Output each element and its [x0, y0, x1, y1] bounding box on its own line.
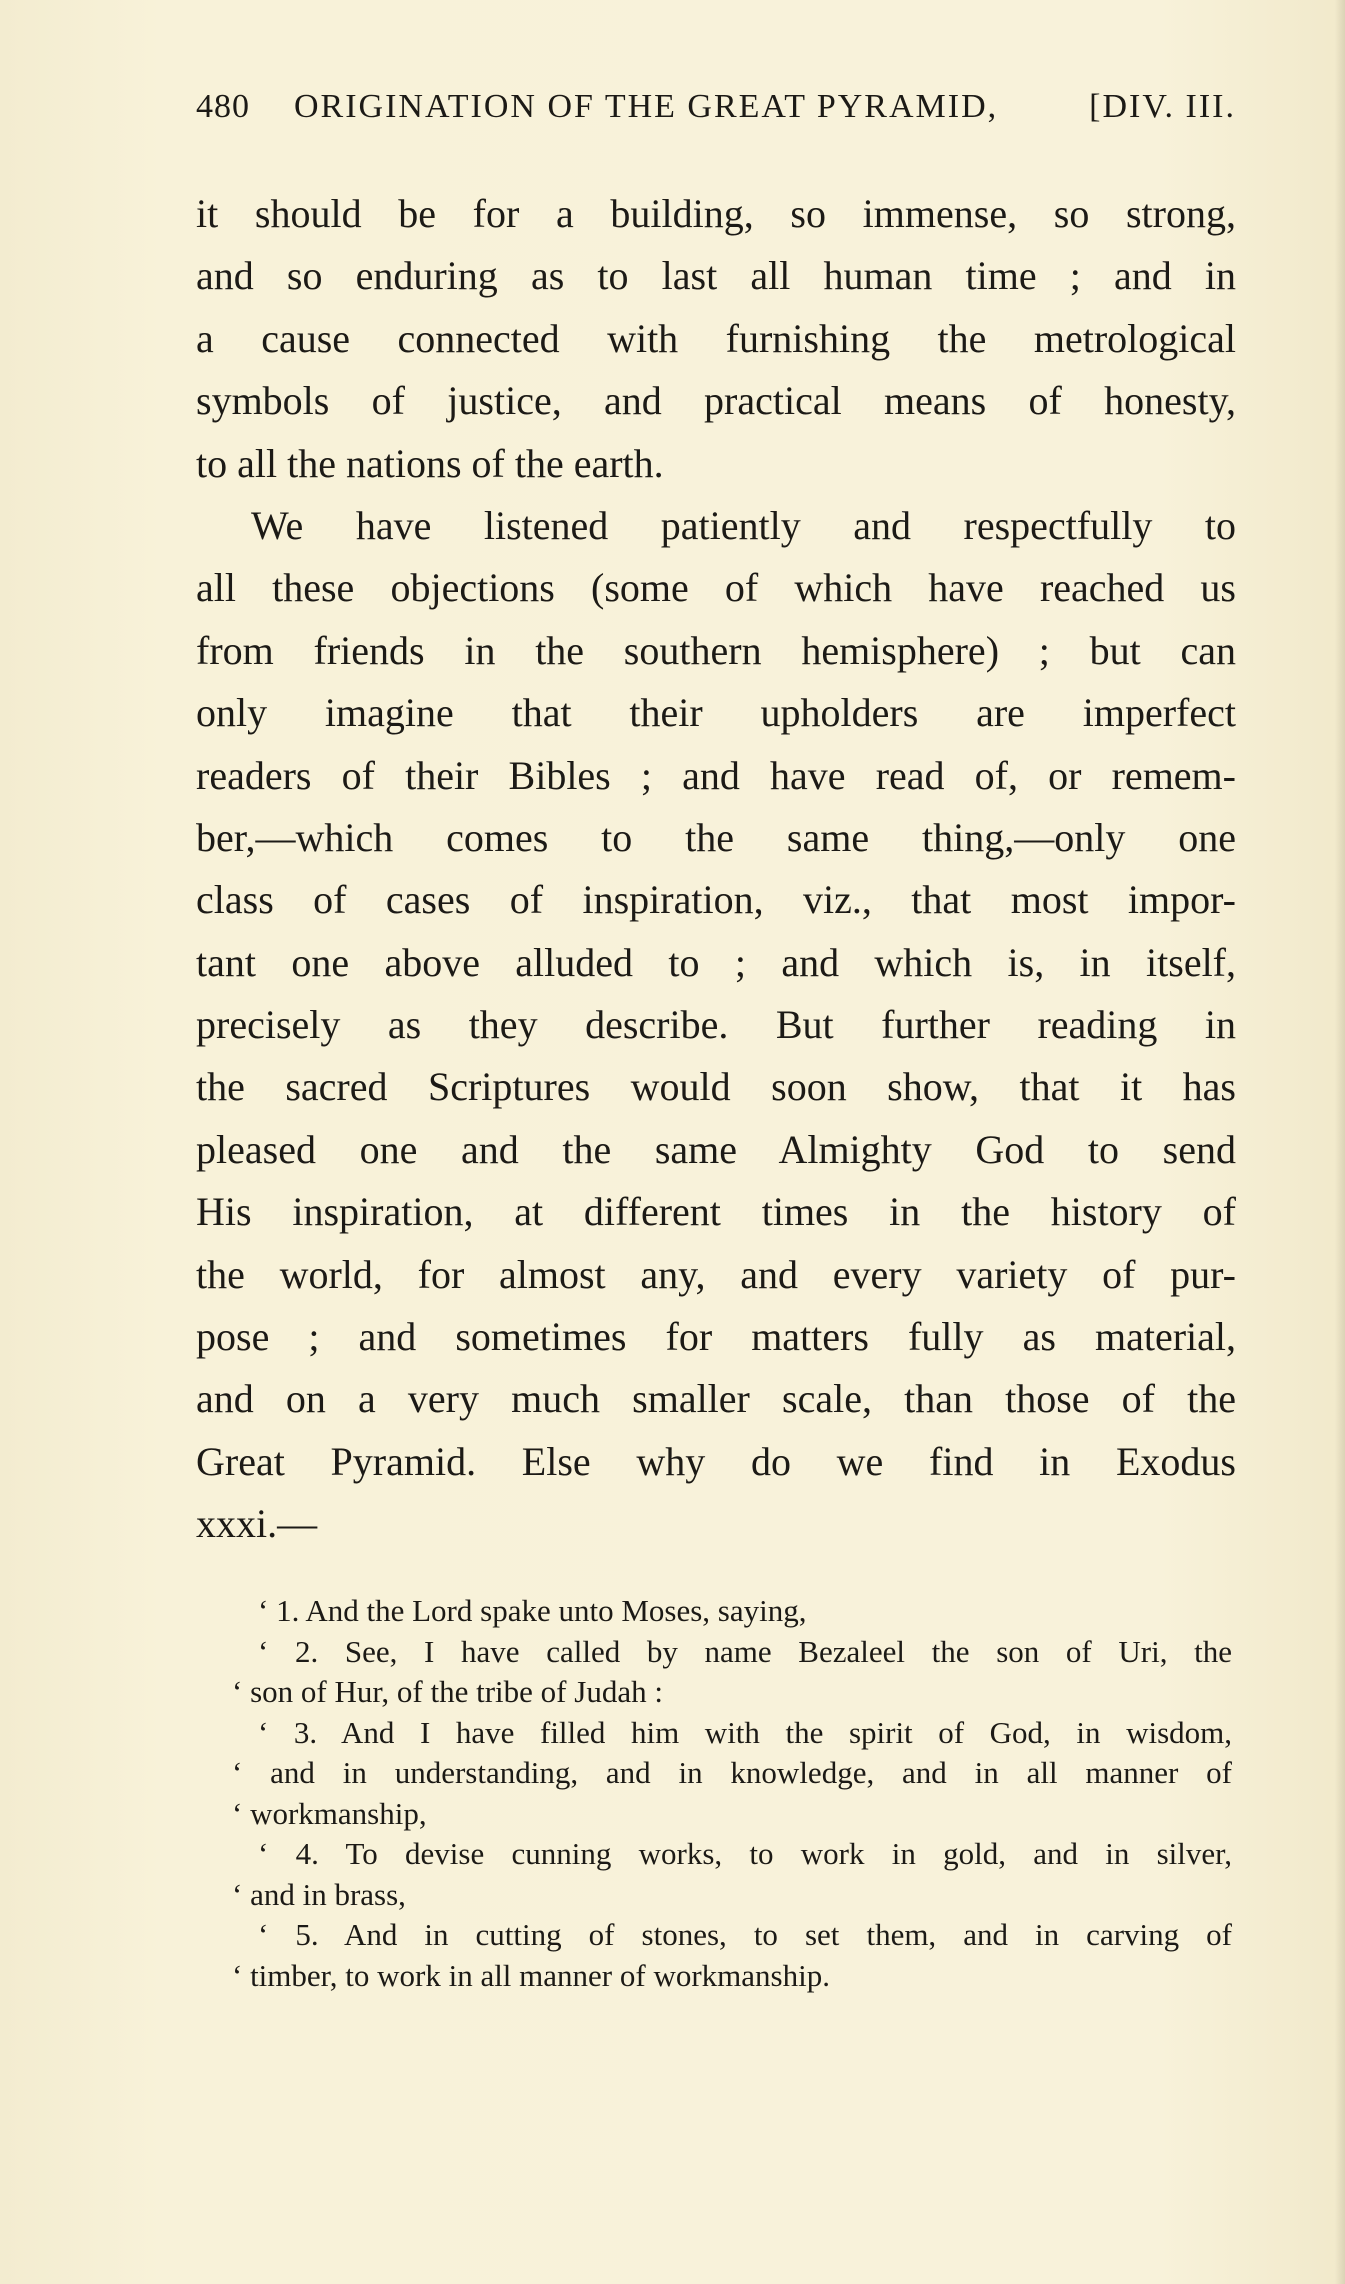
body-line: ber,—which comes to the same thing,—only one — [196, 814, 1236, 860]
body-line: His inspiration, at different times in the history of — [196, 1189, 1236, 1235]
running-division: [DIV. III. — [1089, 88, 1236, 125]
quote-line: ‘ 5. And in cutting of stones, to set them, and in carving of — [258, 1917, 1232, 1952]
body-text — [196, 183, 1236, 1556]
body-line: pleased one and the same Almighty God to send — [196, 1126, 1236, 1172]
body-line: Great Pyramid. Else why do we find in Exodus — [196, 1438, 1236, 1484]
body-line: to all the nations of the earth. — [196, 440, 664, 486]
page-edge-shadow — [1335, 0, 1345, 2284]
body-line: readers of their Bibles ; and have read of, or remem- — [196, 752, 1236, 798]
scripture-quotation — [232, 1591, 1232, 1996]
quote-line: ‘ 4. To devise cunning works, to work in gold, and in silver, — [258, 1836, 1232, 1871]
quote-line: ‘ 3. And I have filled him with the spirit of God, in wisdom, — [258, 1714, 1232, 1750]
quote-line: ‘ 2. See, I have called by name Bezaleel the son of Uri, the — [258, 1633, 1232, 1669]
body-line: xxxi.— — [196, 1501, 318, 1547]
body-line: all these objections (some of which have reached us — [196, 565, 1236, 611]
body-line: We have listened patiently and respectfully to — [251, 502, 1236, 548]
running-title: ORIGINATION OF THE GREAT PYRAMID, — [294, 88, 999, 125]
body-line: pose ; and sometimes for matters fully as material, — [196, 1314, 1236, 1360]
body-line: only imagine that their upholders are imperfect — [196, 690, 1236, 736]
body-line: class of cases of inspiration, viz., that most impor- — [196, 877, 1236, 923]
quote-line: ‘ and in brass, — [232, 1876, 406, 1912]
quote-line: ‘ timber, to work in all manner of workmanship. — [232, 1957, 830, 1993]
quote-line: ‘ son of Hur, of the tribe of Judah : — [232, 1674, 663, 1709]
quote-line: ‘ 1. And the Lord spake unto Moses, saying, — [258, 1593, 807, 1628]
body-line: a cause connected with furnishing the metrological — [196, 315, 1236, 361]
page-number: 480 — [196, 88, 250, 125]
quote-line: ‘ workmanship, — [232, 1795, 427, 1831]
body-line: from friends in the southern hemisphere) ; but can — [196, 627, 1236, 673]
running-header — [196, 88, 1236, 128]
quote-line: ‘ and in understanding, and in knowledge, and in all manner of — [232, 1755, 1232, 1790]
body-line: the sacred Scriptures would soon show, that it has — [196, 1064, 1236, 1110]
body-line: it should be for a building, so immense, so strong, — [196, 191, 1236, 236]
body-line: symbols of justice, and practical means of honesty, — [196, 378, 1236, 424]
body-line: tant one above alluded to ; and which is, in itself, — [196, 939, 1236, 985]
body-line: precisely as they describe. But further reading in — [196, 1002, 1236, 1048]
body-line: and on a very much smaller scale, than those of the — [196, 1376, 1236, 1422]
body-line: and so enduring as to last all human time ; and in — [196, 253, 1236, 299]
body-line: the world, for almost any, and every variety of pur- — [196, 1251, 1236, 1297]
